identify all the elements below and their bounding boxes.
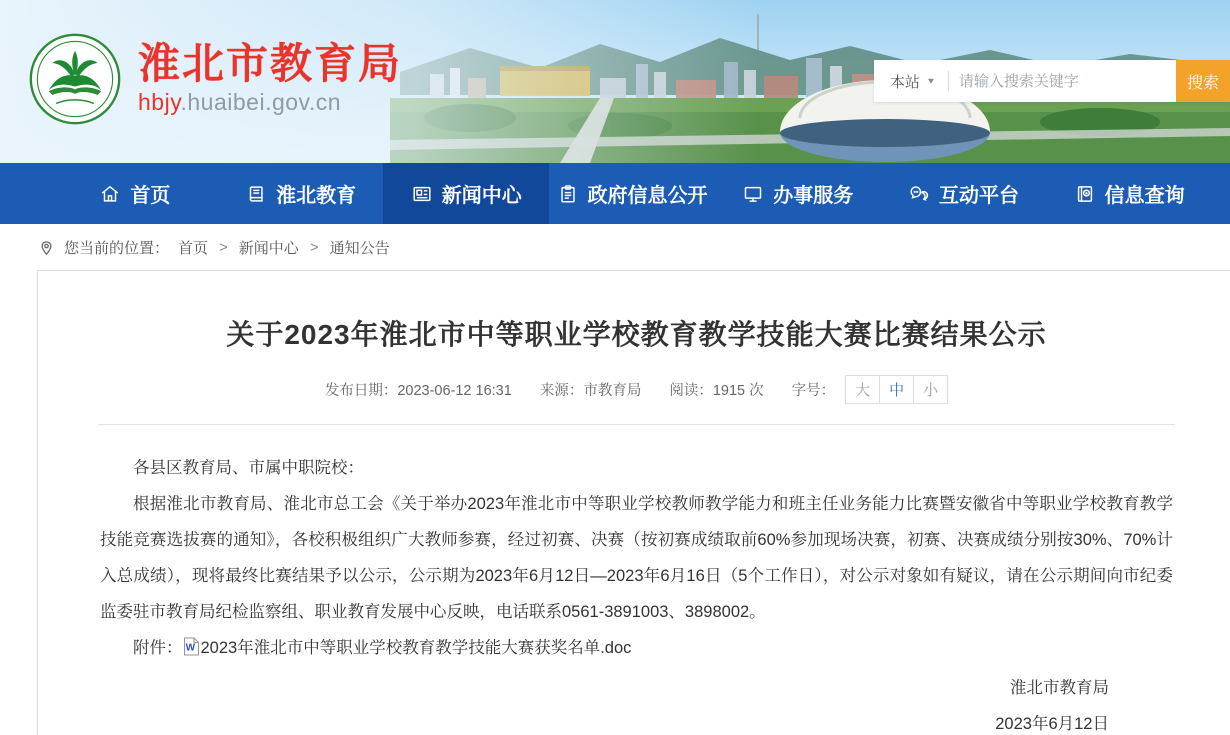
paragraph-salutation: 各县区教育局、市属中职院校： [133,459,364,477]
brand[interactable] [28,32,402,126]
main-navigation [0,163,1230,224]
article-meta [38,375,1230,404]
search-input[interactable] [949,60,1176,102]
nav-item-interaction[interactable] [881,163,1047,224]
attachment-row [100,630,1173,666]
font-size-group [845,375,948,404]
signature-org: 淮北市教育局 [1010,679,1109,697]
nav-label: 首页 [130,185,171,207]
site-title[interactable]: 淮北市教育局 [138,39,403,87]
breadcrumb-notices[interactable]: 通知公告 [329,239,390,257]
read-count: 阅读：1915 次 [669,383,764,399]
info-book-icon [1074,183,1096,205]
site-url: hbjy.huaibei.gov.cn [138,89,342,116]
font-size-switch [792,375,949,404]
signature-block [100,670,1173,735]
article-body [38,450,1230,735]
nav-item-info-query[interactable] [1046,163,1212,224]
site-header [0,0,1230,163]
education-bureau-logo-icon [28,32,122,126]
signature-date: 2023年6月12日 [995,715,1109,733]
article-container [37,270,1230,735]
nav-label: 互动平台 [938,185,1019,207]
meta-divider [98,424,1175,425]
svg-text:W: W [185,642,195,654]
font-size-small-button[interactable]: 小 [913,376,947,403]
breadcrumb-home[interactable]: 首页 [178,239,209,257]
attachment-link[interactable]: 2023年淮北市中等职业学校教育教学技能大赛获奖名单.doc [200,639,632,657]
search-scope-dropdown[interactable] [874,71,948,92]
nav-item-huaibei-education[interactable] [218,163,384,224]
breadcrumb-separator: > [219,238,228,256]
search-bar [874,60,1230,102]
breadcrumb [0,224,1230,270]
nav-label: 信息查询 [1104,185,1185,207]
paragraph-main: 根据淮北市教育局、淮北市总工会《关于举办2023年淮北市中等职业学校教师教学能力和班主任业务能力比赛暨安徽省中等职业学校教育教学技能竞赛选拔赛的通知》，各校积极组织广大教师参赛，经过初赛、决赛（按初赛成绩取前60%参加现场决赛，初赛、决赛成绩分别按30%、70%计入总成绩），现将最终比赛结果予以公示，公示期为2023年6月12日—2023年6月16日（5个工作日），对公示对象如有疑议，请在公示期间向市纪委监委驻市教育局纪检监察组、职业教育发展中心反映，电话联系0561-3891003、3898002。 [100,495,1173,621]
font-size-label: 字号： [791,383,836,399]
nav-item-gov-info-disclosure[interactable] [549,163,715,224]
home-icon [99,183,121,205]
attachment-label: 附件： [133,639,183,657]
article-source: 来源：市教育局 [539,383,642,399]
font-size-large-button[interactable]: 大 [846,376,879,403]
nav-label: 办事服务 [773,185,854,207]
publish-date: 发布日期：2023-06-12 16:31 [324,383,512,399]
search-scope-label: 本站 [890,73,921,91]
nav-label: 淮北教育 [276,185,357,207]
article-title: 关于2023年淮北市中等职业学校教育教学技能大赛比赛结果公示 [226,319,1047,350]
search-button[interactable]: 搜索 [1176,60,1230,102]
newspaper-icon [411,183,433,205]
nav-item-services[interactable] [715,163,881,224]
location-pin-icon [38,239,55,256]
chevron-down-icon: ▼ [926,76,936,86]
chat-icon [908,183,930,205]
nav-label: 政府信息公开 [587,185,708,207]
breadcrumb-prefix: 您当前的位置： [64,239,170,257]
breadcrumb-separator: > [309,238,319,256]
nav-item-home[interactable] [52,163,218,224]
monitor-icon [742,183,764,205]
nav-label: 新闻中心 [441,185,522,207]
breadcrumb-news-center[interactable]: 新闻中心 [238,239,299,257]
book-icon [245,183,267,205]
nav-item-news-center[interactable] [383,163,549,224]
word-document-icon [183,637,200,656]
font-size-medium-button[interactable]: 中 [879,376,913,403]
clipboard-icon [557,183,579,205]
